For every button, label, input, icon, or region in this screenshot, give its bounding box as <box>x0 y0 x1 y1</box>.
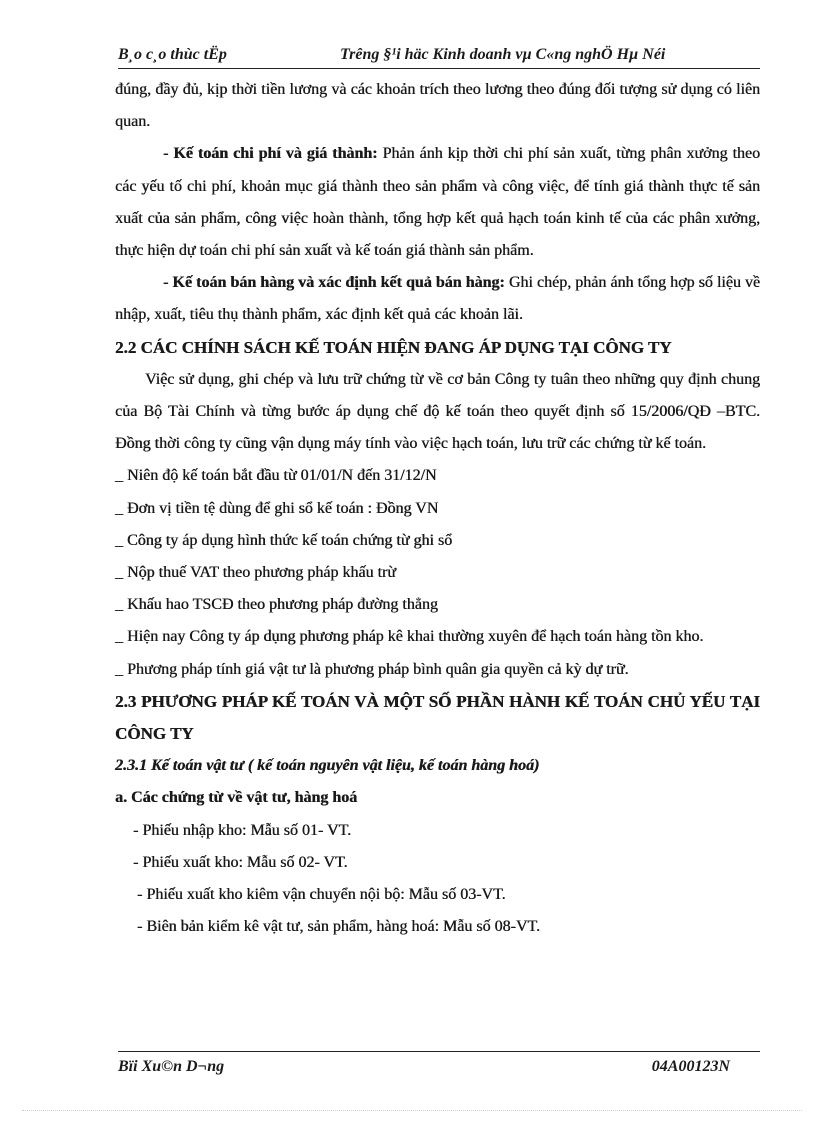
section-heading-2-2: 2.2 CÁC CHÍNH SÁCH KẾ TOÁN HIỆN ĐANG ÁP DỤNG TẠI CÔNG TY <box>115 337 672 357</box>
paragraph-salary-accounting: đúng, đầy đủ, kịp thời tiền lương và các khoản trích theo lương theo đúng đối tượng sử dụng có liên quan. <box>115 81 760 131</box>
sales-accounting-text: Ghi chép, phản ánh tổng hợp số liệu về nhập, xuất, tiêu thụ thành phẩm, xác định kết quả các khoản lãi. <box>115 274 761 324</box>
paragraph-cost-accounting <box>115 138 760 267</box>
document-item-receipt: - Phiếu nhập kho: Mẫu số 01- VT. <box>133 821 352 839</box>
list-item-pricing: _ Phương pháp tính giá vật tư là phương pháp bình quân gia quyền cả kỳ dự trữ. <box>115 660 629 678</box>
list-item-depreciation: _ Khấu hao TSCĐ theo phương pháp đường thẳng <box>115 596 438 614</box>
list-item-inventory: _ Hiện nay Công ty áp dụng phương pháp kê khai thường xuyên để hạch toán hàng tồn kho. <box>115 628 704 646</box>
paragraph-sales-accounting <box>115 267 760 331</box>
document-item-issue: - Phiếu xuất kho: Mẫu số 02- VT. <box>133 853 348 871</box>
page-edge-divider <box>22 1110 802 1111</box>
document-item-stocktake: - Biên bản kiểm kê vật tư, sản phẩm, hàng hoá: Mẫu số 08-VT. <box>137 918 540 936</box>
list-item-fiscal-year: _ Niên độ kế toán bắt đầu từ 01/01/N đến 31/12/N <box>115 467 437 485</box>
footer-author: Bïi Xu©n D¬ng <box>118 1058 225 1075</box>
section-heading-2-3: 2.3 PHƯƠNG PHÁP KẾ TOÁN VÀ MỘT SỐ PHẦN HÀNH KẾ TOÁN CHỦ YẾU TẠI CÔNG TY <box>115 691 760 744</box>
cost-accounting-heading: - Kế toán chi phí và giá thành: <box>163 145 378 163</box>
page-footer <box>118 1051 760 1078</box>
cost-accounting-text: Phản ánh kịp thời chi phí sản xuất, từng phân xưởng theo các yếu tố chi phí, khoản mục giá thành theo sản phẩm và công việc, để tính giá thành thực tế sản xuất của sản phẩm, công việc hoàn thành, tổng hợp kết quả hạch toán kinh tế của các phân xưởng, thực hiện dự toán chi phí sản xuất và kế toán giá thành sản phẩm. <box>115 145 760 260</box>
sales-accounting-heading: - Kế toán bán hàng và xác định kết quả bán hàng: <box>163 274 505 292</box>
list-item-vat: _ Nộp thuế VAT theo phương pháp khấu trừ <box>115 564 396 582</box>
header-report-title: B¸o c¸o thùc tËp <box>118 46 227 63</box>
subsection-heading-2-3-1: 2.3.1 Kế toán vật tư ( kế toán nguyên vật liệu, kế toán hàng hoá) <box>115 757 540 775</box>
subheading-documents: a. Các chứng từ về vật tư, hàng hoá <box>115 789 358 807</box>
document-item-internal-transfer: - Phiếu xuất kho kiêm vận chuyển nội bộ: Mẫu số 03-VT. <box>137 886 506 904</box>
page-header <box>118 46 760 69</box>
footer-student-id: 04A00123N <box>651 1058 730 1075</box>
list-item-accounting-form: _ Công ty áp dụng hình thức kế toán chứng từ ghi sổ <box>115 531 453 549</box>
header-university-name: Trêng §¹i häc Kinh doanh vµ C«ng nghÖ Hµ Néi <box>340 46 666 63</box>
document-body <box>115 74 760 943</box>
list-item-currency: _ Đơn vị tiền tệ dùng để ghi sổ kế toán : Đồng VN <box>115 499 439 517</box>
paragraph-policies: Việc sử dụng, ghi chép và lưu trữ chứng từ về cơ bản Công ty tuân theo những quy định chung của Bộ Tài Chính và từng bước áp dụng chế độ kế toán theo quyết định số 15/2006/QĐ –BTC. Đồng thời công ty cũng vận dụng máy tính vào việc hạch toán, lưu trữ các chứng từ kế toán. <box>115 370 760 453</box>
